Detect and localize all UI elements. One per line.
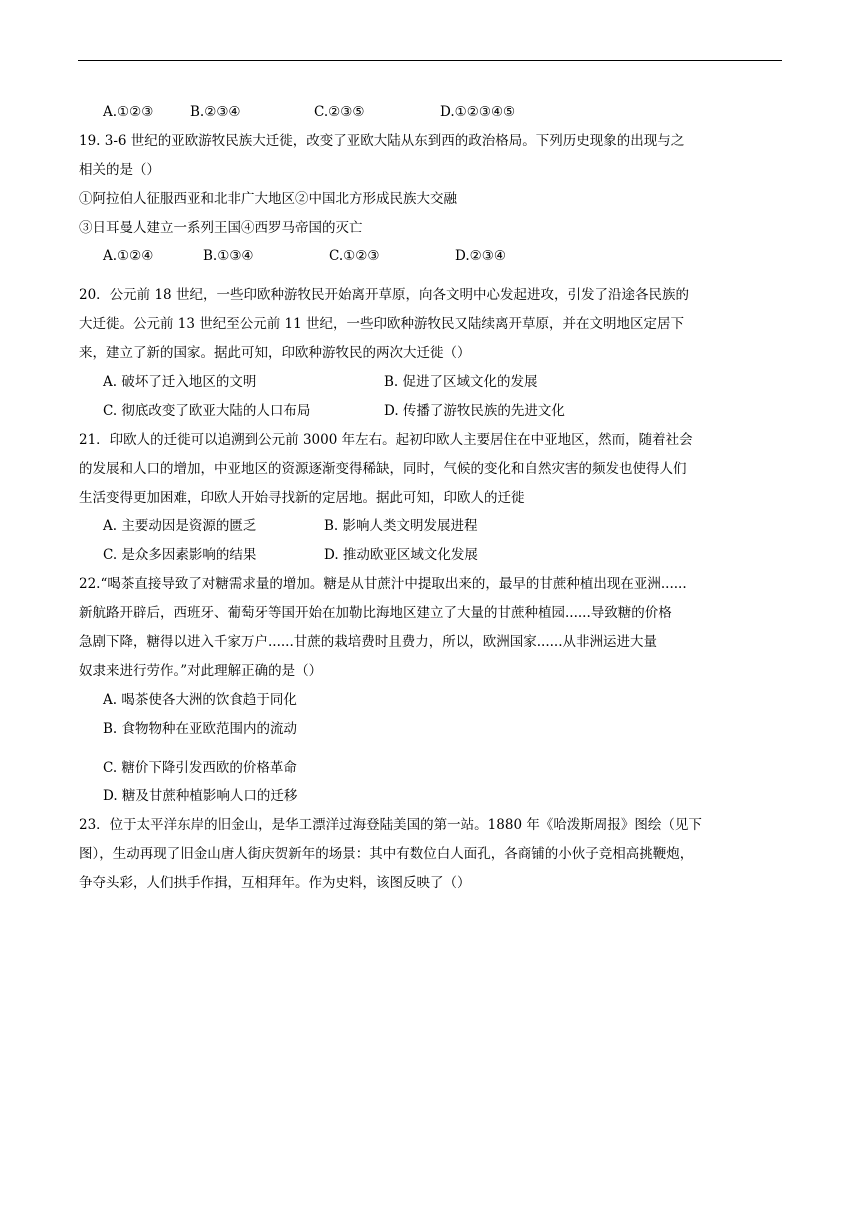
q19-option-d: D.②③④ <box>455 248 506 265</box>
q19-stem-line: 19. 3-6 世纪的亚欧游牧民族大迁徙，改变了亚欧大陆从东到西的政治格局。下列历史现象的出现与之 <box>79 132 685 149</box>
q20-stem-line: 来，建立了新的国家。据此可知，印欧种游牧民的两次大迁徙（） <box>79 345 471 362</box>
q23-stem-line: 图），生动再现了旧金山唐人街庆贺新年的场景：其中有数位白人面孔，各商铺的小伙子竞相高挑鞭炮， <box>79 846 694 863</box>
q18-option-c: C.②③⑤ <box>314 104 365 120</box>
q20-option-c: C. 彻底改变了欧亚大陆的人口布局 <box>103 402 311 419</box>
q18-option-b: B.②③④ <box>190 104 241 120</box>
q22-stem-line: 奴隶来进行劳作。”对此理解正确的是（） <box>79 662 323 679</box>
q22-stem-line: 急剧下降，糖得以进入千家万户......甘蔗的栽培费时且费力，所以，欧洲国家......从非洲运进大量 <box>79 634 657 651</box>
q20-options-row <box>79 397 781 426</box>
q20-stem-line: 20．公元前 18 世纪，一些印欧种游牧民开始离开草原，向各文明中心发起进攻，引发了沿途各民族的 <box>79 287 689 304</box>
q22-option-d: D. 糖及甘蔗种植影响人口的迁移 <box>103 788 298 805</box>
q21-stem-line: 21．印欧人的迁徙可以追溯到公元前 3000 年左右。起初印欧人主要居住在中亚地区，然而，随着社会 <box>79 431 693 448</box>
q19-stem-line: 相关的是（） <box>79 161 160 178</box>
q21-option-d: D. 推动欧亚区域文化发展 <box>324 547 478 564</box>
q19-option-b: B.①③④ <box>203 248 254 265</box>
q22-option-a: A. 喝茶使各大洲的饮食趋于同化 <box>103 691 297 708</box>
q23-stem-line: 争夺头彩，人们拱手作揖，互相拜年。作为史料，该图反映了（） <box>79 875 471 892</box>
exam-content <box>79 98 781 898</box>
q20-option-d: D. 传播了游牧民族的先进文化 <box>384 402 565 419</box>
q21-option-c: C. 是众多因素影响的结果 <box>103 547 257 564</box>
q19-option-a: A.①②④ <box>103 248 154 265</box>
q20-option-b: B. 促进了区域文化的发展 <box>384 374 538 391</box>
q22-stem-line: 22.“喝茶直接导致了对糖需求量的增加。糖是从甘蔗汁中提取出来的，最早的甘蔗种植出现在亚洲...... <box>79 576 687 593</box>
q22-option-b: B. 食物物种在亚欧范围内的流动 <box>103 720 298 737</box>
q22-option-c: C. 糖价下降引发西欧的价格革命 <box>103 759 297 776</box>
q21-stem-line: 的发展和人口的增加，中亚地区的资源逐渐变得稀缺，同时，气候的变化和自然灾害的频发也使得人们 <box>79 460 687 477</box>
q21-options-row <box>79 512 781 541</box>
q20-stem-line: 大迁徙。公元前 13 世纪至公元前 11 世纪，一些印欧种游牧民又陆续离开草原，并在文明地区定居下 <box>79 316 685 333</box>
q21-stem-line: 生活变得更加困难，印欧人开始寻找新的定居地。据此可知，印欧人的迁徙 <box>79 489 525 506</box>
q20-options-row <box>79 368 781 397</box>
q21-option-b: B. 影响人类文明发展进程 <box>324 518 478 535</box>
q18-options <box>79 98 781 127</box>
q21-option-a: A. 主要动因是资源的匮乏 <box>103 518 257 535</box>
q21-options-row <box>79 541 781 570</box>
q19-item-line: ③日耳曼人建立一系列王国④西罗马帝国的灭亡 <box>79 219 363 236</box>
q18-option-d: D.①②③④⑤ <box>440 104 516 120</box>
q22-stem-line: 新航路开辟后，西班牙、葡萄牙等国开始在加勒比海地区建立了大量的甘蔗种植园......导致糖的价格 <box>79 605 672 622</box>
q23-stem-line: 23．位于太平洋东岸的旧金山，是华工漂洋过海登陆美国的第一站。1880 年《哈泼斯周报》图绘（见下 <box>79 817 702 834</box>
q19-options <box>79 242 781 271</box>
q18-option-a: A.①②③ <box>103 104 154 120</box>
q19-option-c: C.①②③ <box>329 248 380 265</box>
q19-item-line: ①阿拉伯人征服西亚和北非广大地区②中国北方形成民族大交融 <box>79 190 457 207</box>
q20-option-a: A. 破坏了迁入地区的文明 <box>103 374 257 391</box>
header-rule <box>78 60 782 61</box>
